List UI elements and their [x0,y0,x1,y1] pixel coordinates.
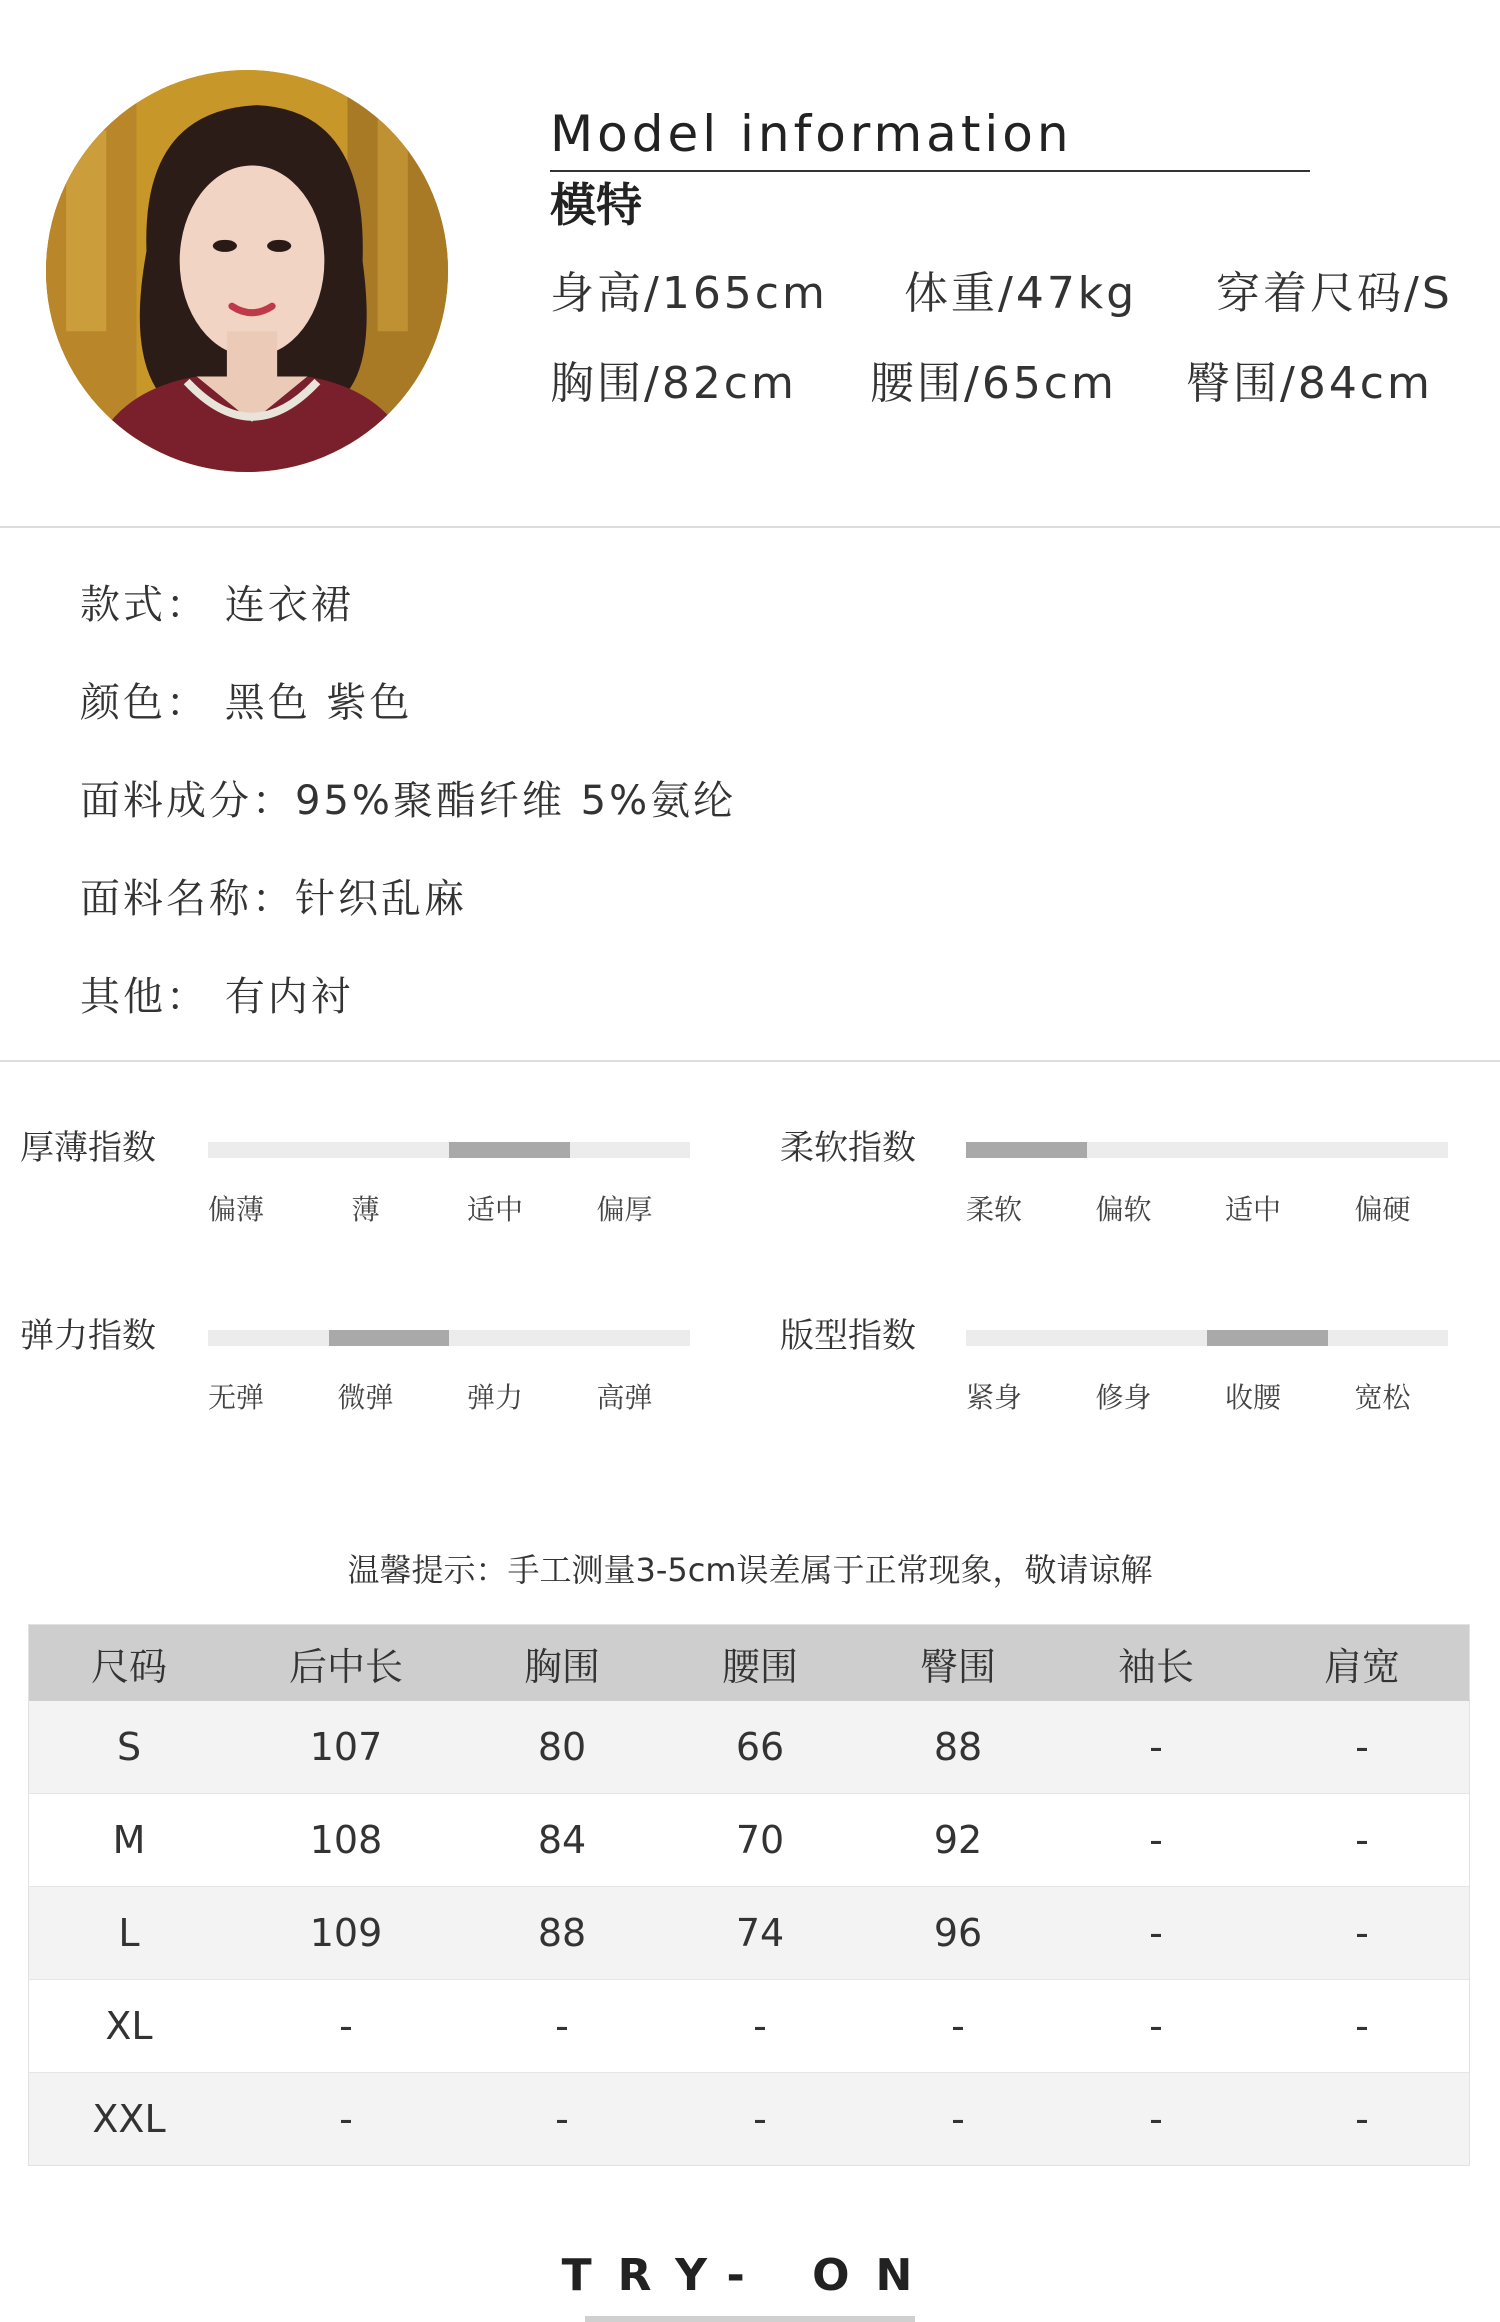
table-cell: 109 [309,1911,383,1955]
fit-index-selected-segment [1207,1330,1328,1346]
table-header-cell: 腰围 [721,1644,798,1689]
softness-index-option: 适中 [1224,1193,1281,1226]
model-photo-icon [46,70,448,472]
table-cell: 66 [735,1725,785,1769]
fit-index-option: 修身 [1095,1381,1152,1414]
table-header-cell: 尺码 [90,1644,167,1689]
table-cell: 88 [933,1725,983,1769]
elasticity-index-option: 高弹 [596,1381,653,1414]
table-cell: - [1149,1911,1163,1955]
elasticity-index-option: 弹力 [466,1381,523,1414]
table-cell: - [339,2004,353,2048]
table-header-cell: 胸围 [523,1644,600,1689]
table-cell: - [1355,2004,1369,2048]
table-header-cell: 袖长 [1117,1644,1194,1689]
table-cell: - [1355,1725,1369,1769]
softness-index-option: 柔软 [965,1193,1022,1226]
model-weight: 体重/47kg [904,268,1138,319]
table-cell: - [1149,2004,1163,2048]
model-waist: 腰围/65cm [870,358,1117,409]
thickness-index-option: 偏薄 [207,1193,264,1226]
table-cell: 92 [933,1818,983,1862]
softness-index-track [966,1142,1448,1158]
table-cell: - [1355,1911,1369,1955]
softness-index-selected-segment [966,1142,1087,1158]
table-cell: XXL [92,2097,166,2141]
table-cell: 88 [537,1911,587,1955]
elasticity-index-option: 微弹 [337,1381,394,1414]
model-height: 身高/165cm [550,268,828,319]
thickness-index-selected-segment [449,1142,570,1158]
fit-index-option: 收腰 [1224,1381,1281,1414]
table-cell: - [753,2097,767,2141]
table-cell: 96 [933,1911,983,1955]
table-cell: 107 [309,1725,383,1769]
table-cell: - [555,2097,569,2141]
table-cell: XL [105,2004,153,2048]
softness-index-label: 柔软指数 [780,1128,916,1168]
attr-fabric-name: 面料名称：针织乱麻 [80,876,467,922]
table-header-cell: 臀围 [919,1644,996,1689]
table-row [29,1979,1469,2072]
size-table [28,1624,1470,2166]
elasticity-index-label: 弹力指数 [20,1316,156,1356]
table-row [29,2072,1469,2165]
table-cell: 70 [735,1818,785,1862]
section-divider [0,1060,1500,1062]
measurement-tip: 温馨提示：手工测量3-5cm误差属于正常现象，敬请谅解 [347,1551,1153,1589]
table-header-row [29,1625,1469,1701]
table-cell: 84 [537,1818,587,1862]
attr-fabric-composition: 面料成分：95%聚酯纤维 5%氨纶 [80,778,737,824]
model-info-rule [550,170,1310,172]
table-cell: - [951,2004,965,2048]
table-header-cell: 肩宽 [1323,1644,1400,1689]
table-row [29,1793,1469,1886]
attr-other: 其他： 有内衬 [80,974,354,1020]
model-size: 穿着尺码/S [1216,268,1453,319]
table-cell: - [951,2097,965,2141]
table-cell: - [1355,2097,1369,2141]
model-avatar [46,70,448,472]
thickness-index-option: 偏厚 [596,1193,653,1226]
elasticity-index-track [208,1330,690,1346]
table-cell: 80 [537,1725,587,1769]
attr-color: 颜色： 黑色 紫色 [80,680,413,726]
fit-index-option: 紧身 [965,1381,1022,1414]
model-hip: 臀围/84cm [1186,358,1433,409]
thickness-index-option: 适中 [466,1193,523,1226]
elasticity-index-option: 无弹 [207,1381,264,1414]
elasticity-index-selected-segment [329,1330,450,1346]
table-cell: 108 [309,1818,383,1862]
table-cell: S [116,1725,142,1769]
model-info-title: Model information [550,105,1073,163]
fit-index-label: 版型指数 [780,1316,916,1356]
table-cell: 74 [735,1911,785,1955]
section-divider [0,526,1500,528]
try-on-heading: TRY- ON [561,2250,939,2301]
table-cell: - [1149,2097,1163,2141]
table-cell: - [753,2004,767,2048]
table-row [29,1886,1469,1979]
table-cell: - [339,2097,353,2141]
thickness-index-label: 厚薄指数 [20,1128,156,1168]
table-cell: M [112,1818,146,1862]
model-info-subtitle: 模特 [550,178,642,232]
table-cell: - [555,2004,569,2048]
thickness-index-option: 薄 [351,1193,380,1226]
table-cell: - [1355,1818,1369,1862]
table-cell: - [1149,1725,1163,1769]
softness-index-option: 偏硬 [1354,1193,1411,1226]
table-cell: L [118,1911,140,1955]
table-cell: - [1149,1818,1163,1862]
model-bust: 胸围/82cm [550,358,797,409]
fit-index-option: 宽松 [1354,1381,1411,1414]
table-header-cell: 后中长 [288,1644,403,1689]
fit-index-track [966,1330,1448,1346]
thickness-index-track [208,1142,690,1158]
attr-style: 款式： 连衣裙 [80,582,354,628]
try-on-underline [585,2316,915,2322]
table-row [29,1701,1469,1793]
softness-index-option: 偏软 [1095,1193,1152,1226]
